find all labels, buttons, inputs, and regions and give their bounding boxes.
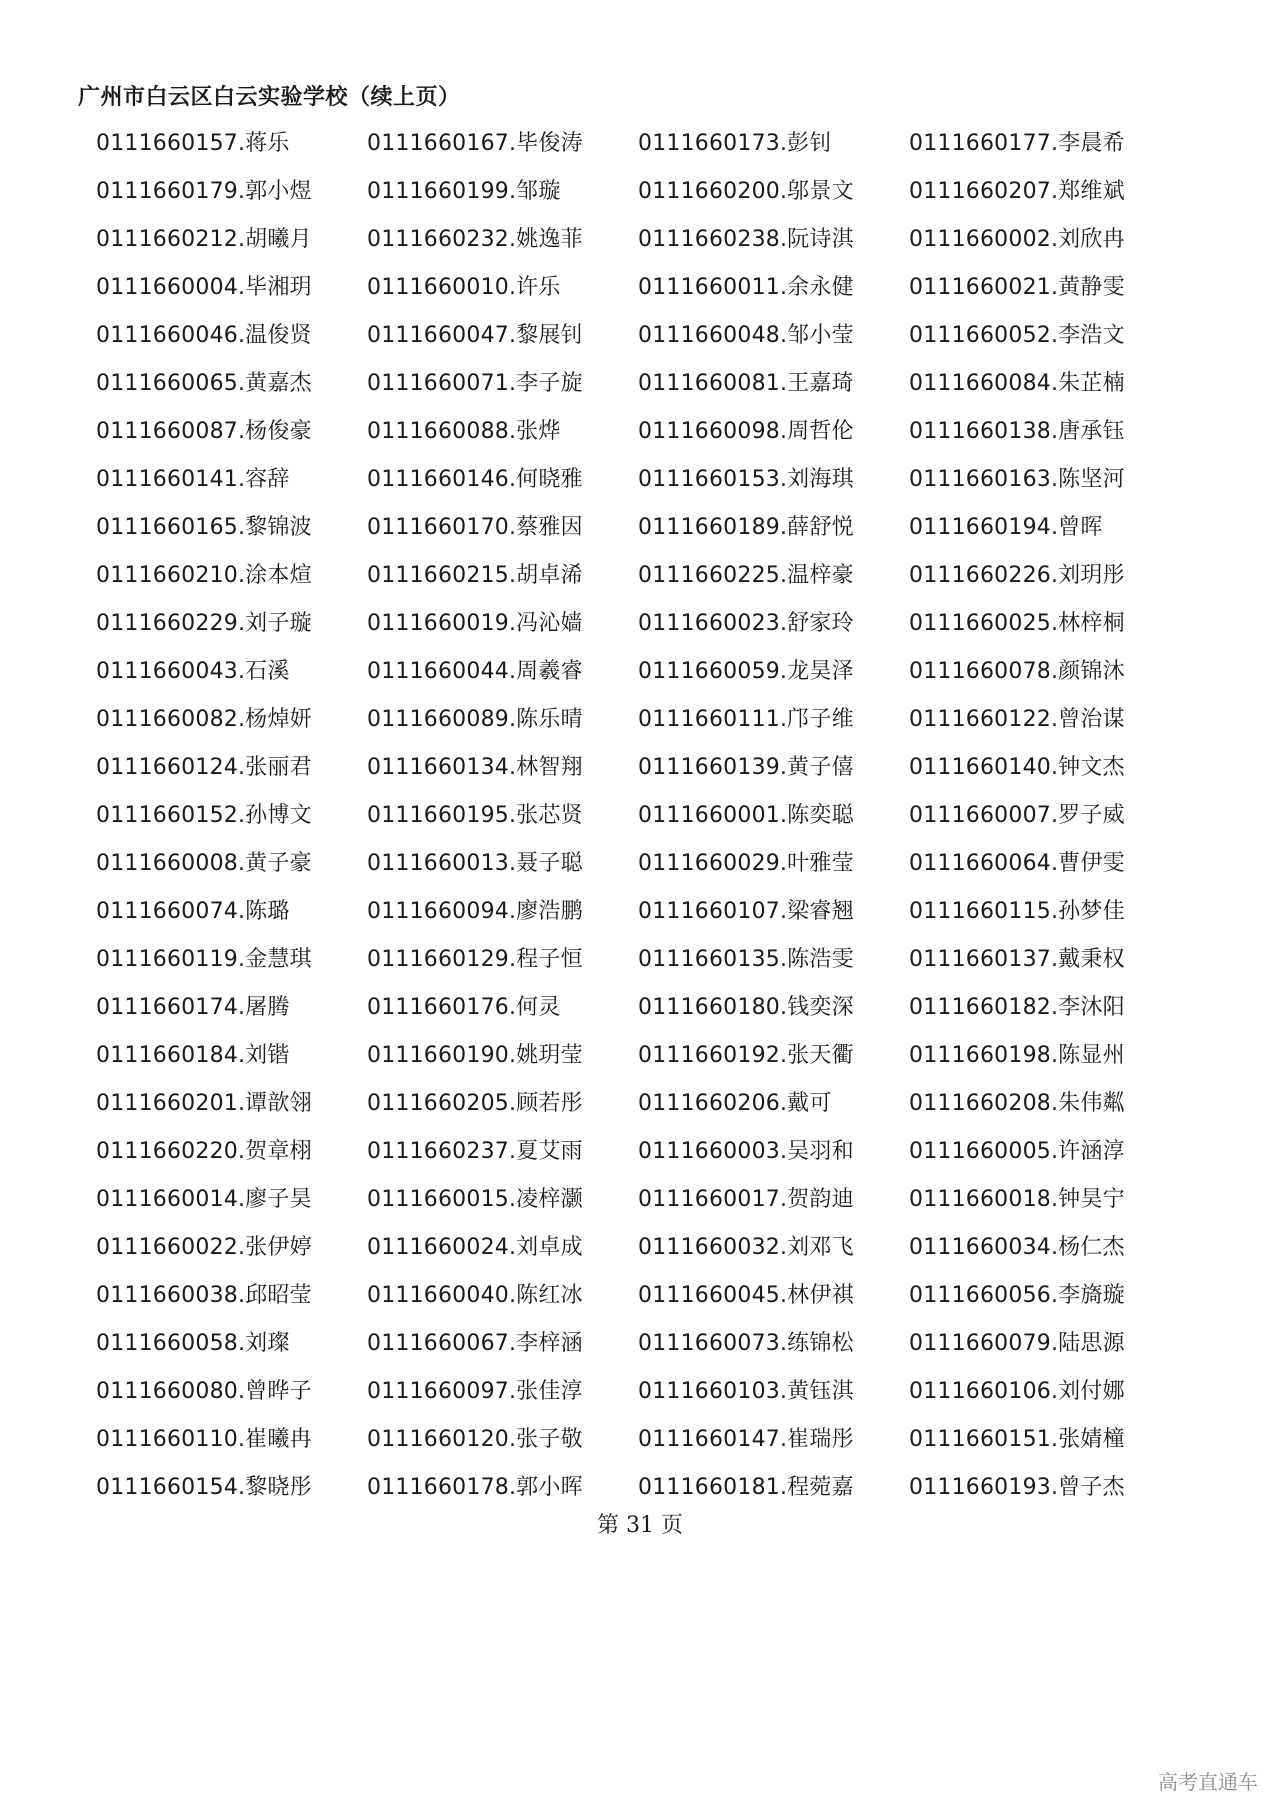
list-item: 0111660232.姚逸菲 — [367, 227, 583, 252]
list-item: 0111660135.陈浩雯 — [638, 947, 854, 972]
list-item: 0111660129.程子恒 — [367, 947, 583, 972]
list-item: 0111660115.孙梦佳 — [909, 899, 1125, 924]
list-item: 0111660179.郭小煜 — [96, 179, 312, 204]
list-item: 0111660173.彭钊 — [638, 131, 832, 156]
list-item: 0111660138.唐承钰 — [909, 419, 1125, 444]
list-item: 0111660032.刘邓飞 — [638, 1235, 854, 1260]
list-item: 0111660058.刘璨 — [96, 1331, 290, 1356]
list-item: 0111660018.钟昊宁 — [909, 1187, 1125, 1212]
list-item: 0111660081.王嘉琦 — [638, 371, 854, 396]
list-item: 0111660207.郑维斌 — [909, 179, 1125, 204]
list-item: 0111660137.戴秉权 — [909, 947, 1125, 972]
list-item: 0111660019.冯沁嫱 — [367, 611, 583, 636]
list-item: 0111660097.张佳淳 — [367, 1379, 583, 1404]
student-list — [96, 120, 1196, 1512]
list-item: 0111660082.杨焯妍 — [96, 707, 312, 732]
list-item: 0111660174.屠腾 — [96, 995, 290, 1020]
list-item: 0111660004.毕湘玥 — [96, 275, 312, 300]
list-item: 0111660165.黎锦波 — [96, 515, 312, 540]
list-item: 0111660025.林梓桐 — [909, 611, 1125, 636]
list-item: 0111660210.涂本煊 — [96, 563, 312, 588]
list-item: 0111660044.周羲睿 — [367, 659, 583, 684]
list-item: 0111660201.谭歆翎 — [96, 1091, 312, 1116]
list-item: 0111660040.陈红冰 — [367, 1283, 583, 1308]
page-number: 第 31 页 — [597, 1513, 683, 1538]
list-item: 0111660008.黄子豪 — [96, 851, 312, 876]
list-item: 0111660080.曾晔子 — [96, 1379, 312, 1404]
list-item: 0111660014.廖子昊 — [96, 1187, 312, 1212]
list-item: 0111660147.崔瑞彤 — [638, 1427, 854, 1452]
list-item: 0111660177.李晨希 — [909, 131, 1125, 156]
list-item: 0111660193.曾子杰 — [909, 1475, 1125, 1500]
list-item: 0111660180.钱奕深 — [638, 995, 854, 1020]
list-item: 0111660198.陈显州 — [909, 1043, 1125, 1068]
page-title: 广州市白云区白云实验学校（续上页） — [78, 85, 461, 110]
list-item: 0111660205.顾若彤 — [367, 1091, 583, 1116]
list-item: 0111660107.梁睿翘 — [638, 899, 854, 924]
list-item: 0111660151.张婧橦 — [909, 1427, 1125, 1452]
list-item: 0111660023.舒家玲 — [638, 611, 854, 636]
list-item: 0111660212.胡曦月 — [96, 227, 312, 252]
list-item: 0111660017.贺韵迪 — [638, 1187, 854, 1212]
list-item: 0111660195.张芯贤 — [367, 803, 583, 828]
list-item: 0111660078.颜锦沐 — [909, 659, 1125, 684]
list-item: 0111660215.胡卓浠 — [367, 563, 583, 588]
list-item: 0111660163.陈坚河 — [909, 467, 1125, 492]
list-item: 0111660200.邬景文 — [638, 179, 854, 204]
list-item: 0111660089.陈乐晴 — [367, 707, 583, 732]
list-item: 0111660124.张丽君 — [96, 755, 312, 780]
list-item: 0111660141.容辞 — [96, 467, 290, 492]
list-item: 0111660111.邝子维 — [638, 707, 854, 732]
list-item: 0111660024.刘卓成 — [367, 1235, 583, 1260]
list-item: 0111660181.程菀嘉 — [638, 1475, 854, 1500]
list-item: 0111660059.龙昊泽 — [638, 659, 854, 684]
list-item: 0111660046.温俊贤 — [96, 323, 312, 348]
list-item: 0111660087.杨俊豪 — [96, 419, 312, 444]
list-item: 0111660226.刘玥彤 — [909, 563, 1125, 588]
list-item: 0111660206.戴可 — [638, 1091, 832, 1116]
list-item: 0111660034.杨仁杰 — [909, 1235, 1125, 1260]
list-item: 0111660170.蔡雅因 — [367, 515, 583, 540]
list-item: 0111660010.许乐 — [367, 275, 561, 300]
list-item: 0111660005.许涵淳 — [909, 1139, 1125, 1164]
list-item: 0111660194.曾晖 — [909, 515, 1103, 540]
list-item: 0111660199.邹璇 — [367, 179, 561, 204]
list-item: 0111660237.夏艾雨 — [367, 1139, 583, 1164]
list-item: 0111660065.黄嘉杰 — [96, 371, 312, 396]
list-item: 0111660067.李梓涵 — [367, 1331, 583, 1356]
list-item: 0111660182.李沐阳 — [909, 995, 1125, 1020]
list-item: 0111660225.温梓豪 — [638, 563, 854, 588]
list-item: 0111660071.李子旋 — [367, 371, 583, 396]
list-item: 0111660098.周哲伦 — [638, 419, 854, 444]
list-item: 0111660048.邹小莹 — [638, 323, 854, 348]
list-item: 0111660120.张子敬 — [367, 1427, 583, 1452]
list-item: 0111660106.刘付娜 — [909, 1379, 1125, 1404]
list-item: 0111660029.叶雅莹 — [638, 851, 854, 876]
list-item: 0111660074.陈璐 — [96, 899, 290, 924]
list-item: 0111660001.陈奕聪 — [638, 803, 854, 828]
list-item: 0111660208.朱伟粼 — [909, 1091, 1125, 1116]
list-item: 0111660079.陆思源 — [909, 1331, 1125, 1356]
list-item: 0111660146.何晓雅 — [367, 467, 583, 492]
list-item: 0111660045.林伊祺 — [638, 1283, 854, 1308]
list-item: 0111660047.黎展钊 — [367, 323, 583, 348]
list-item: 0111660238.阮诗淇 — [638, 227, 854, 252]
list-item: 0111660088.张烨 — [367, 419, 561, 444]
list-item: 0111660189.薛舒悦 — [638, 515, 854, 540]
list-item: 0111660190.姚玥莹 — [367, 1043, 583, 1068]
list-item: 0111660152.孙博文 — [96, 803, 312, 828]
list-item: 0111660073.练锦松 — [638, 1331, 854, 1356]
list-item: 0111660064.曹伊雯 — [909, 851, 1125, 876]
list-item: 0111660052.李浩文 — [909, 323, 1125, 348]
list-item: 0111660119.金慧琪 — [96, 947, 312, 972]
list-item: 0111660229.刘子璇 — [96, 611, 312, 636]
list-item: 0111660011.余永健 — [638, 275, 854, 300]
list-item: 0111660122.曾治谋 — [909, 707, 1125, 732]
watermark: 高考直通车 — [1158, 1770, 1258, 1794]
list-item: 0111660139.黄子僖 — [638, 755, 854, 780]
list-item: 0111660192.张天衢 — [638, 1043, 854, 1068]
list-item: 0111660038.邱昭莹 — [96, 1283, 312, 1308]
list-item: 0111660056.李旖璇 — [909, 1283, 1125, 1308]
list-item: 0111660043.石溪 — [96, 659, 290, 684]
list-item: 0111660110.崔曦冉 — [96, 1427, 312, 1452]
list-item: 0111660134.林智翔 — [367, 755, 583, 780]
list-item: 0111660157.蒋乐 — [96, 131, 290, 156]
list-item: 0111660103.黄钰淇 — [638, 1379, 854, 1404]
list-item: 0111660140.钟文杰 — [909, 755, 1125, 780]
list-item: 0111660003.吴羽和 — [638, 1139, 854, 1164]
list-item: 0111660022.张伊婷 — [96, 1235, 312, 1260]
list-item: 0111660167.毕俊涛 — [367, 131, 583, 156]
list-item: 0111660007.罗子威 — [909, 803, 1125, 828]
list-item: 0111660094.廖浩鹏 — [367, 899, 583, 924]
list-item: 0111660178.郭小晖 — [367, 1475, 583, 1500]
list-item: 0111660013.聂子聪 — [367, 851, 583, 876]
list-item: 0111660153.刘海琪 — [638, 467, 854, 492]
list-item: 0111660021.黄静雯 — [909, 275, 1125, 300]
list-item: 0111660154.黎晓彤 — [96, 1475, 312, 1500]
list-item: 0111660015.凌梓灏 — [367, 1187, 583, 1212]
list-item: 0111660220.贺章栩 — [96, 1139, 312, 1164]
list-item: 0111660002.刘欣冉 — [909, 227, 1125, 252]
list-item: 0111660084.朱芷楠 — [909, 371, 1125, 396]
list-item: 0111660176.何灵 — [367, 995, 561, 1020]
list-item: 0111660184.刘锴 — [96, 1043, 290, 1068]
